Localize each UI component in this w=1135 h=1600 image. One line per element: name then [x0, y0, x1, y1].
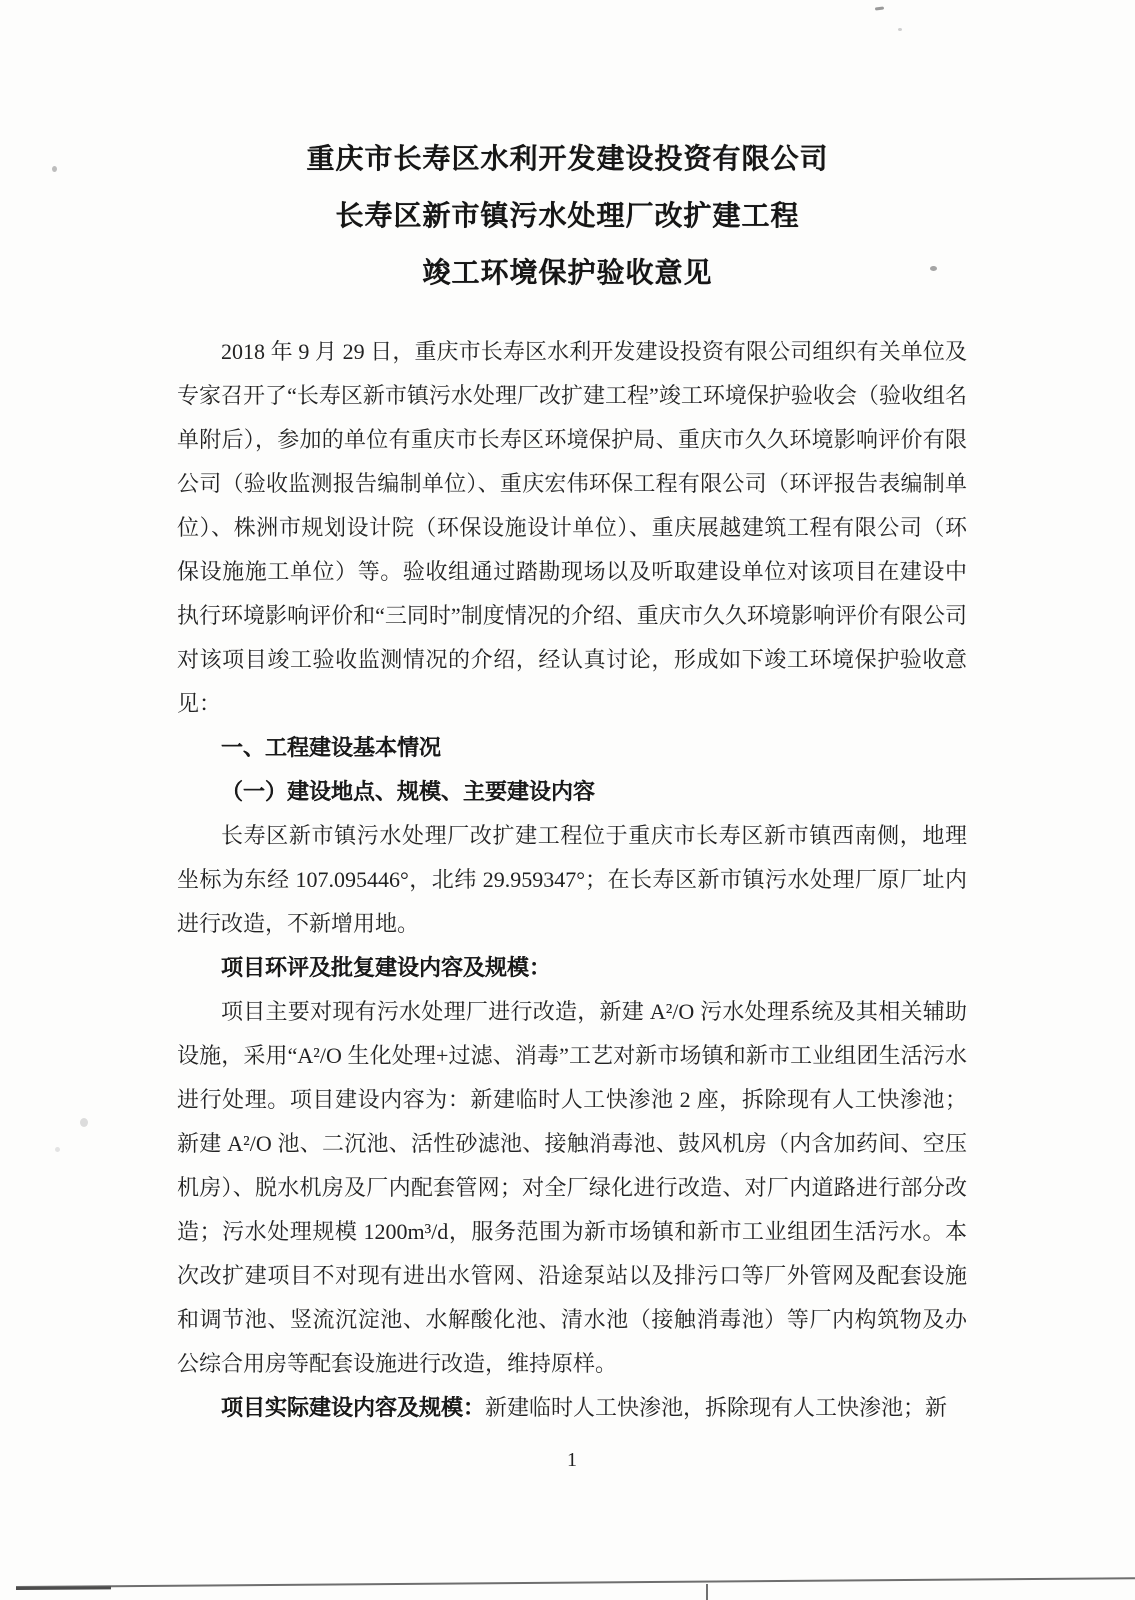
actual-scope-text: 新建临时人工快渗池，拆除现有人工快渗池；新: [485, 1395, 948, 1420]
document-body: [177, 330, 967, 1430]
paper-speck: [55, 1147, 60, 1152]
scan-edge-line: [16, 1577, 1135, 1588]
section-1-1-heading: （一）建设地点、规模、主要建设内容: [221, 779, 596, 804]
title-line-project: 长寿区新市镇污水处理厂改扩建工程: [335, 201, 800, 232]
document-title-block: [0, 131, 1135, 302]
section-1-heading: 一、工程建设基本情况: [221, 735, 442, 760]
paper-speck: [52, 166, 57, 172]
paper-speck: [898, 28, 902, 31]
eia-scope-paragraph: 项目主要对现有污水处理厂进行改造，新建 A²/O 污水处理系统及其相关辅助设施，采用“A²/O 生化处理+过滤、消毒”工艺对新市场镇和新市工业组团生活污水进行处理。项目建设内容为：新建临时人工快渗池 2 座，拆除现有人工快渗池；新建 A²/O 池、二沉池、活性砂滤池、接触消毒池、鼓风机房（内含加药间、空压机房）、脱水机房及厂内配套管网；对全厂绿化进行改造、对厂内道路进行部分改造；污水处理规模 1200m³/d，服务范围为新市场镇和新市工业组团生活污水。本次改扩建项目不对现有进出水管网、沿途泵站以及排污口等厂外管网及配套设施和调节池、竖流沉淀池、水解酸化池、清水池（接触消毒池）等厂内构筑物及办公综合用房等配套设施进行改造，维持原样。: [177, 999, 967, 1376]
paper-speck: [80, 1118, 88, 1127]
paper-speck: [930, 266, 937, 271]
intro-paragraph: 2018 年 9 月 29 日，重庆市长寿区水利开发建设投资有限公司组织有关单位及专家召开了“长寿区新市镇污水处理厂改扩建工程”竣工环境保护验收会（验收组名单附后），参加的单位有重庆市长寿区环境保护局、重庆市久久环境影响评价有限公司（验收监测报告编制单位）、重庆宏伟环保工程有限公司（环评报告表编制单位）、株洲市规划设计院（环保设施设计单位）、重庆展越建筑工程有限公司（环保设施施工单位）等。验收组通过踏勘现场以及听取建设单位对该项目在建设中执行环境影响评价和“三同时”制度情况的介绍、重庆市久久环境影响评价有限公司对该项目竣工验收监测情况的介绍，经认真讨论，形成如下竣工环境保护验收意见：: [177, 339, 967, 716]
actual-scope-lead: 项目实际建设内容及规模：: [221, 1395, 486, 1420]
actual-scope-paragraph: [177, 1386, 967, 1430]
title-line-company: 重庆市长寿区水利开发建设投资有限公司: [306, 144, 829, 175]
scan-edge-line-left-segment: [16, 1586, 111, 1590]
eia-scope-heading: 项目环评及批复建设内容及规模：: [221, 955, 552, 980]
title-line-doc-type: 竣工环境保护验收意见: [422, 258, 713, 289]
paper-speck: [875, 6, 884, 10]
page-number: 1: [567, 1449, 577, 1471]
scan-edge-vertical-tick: [706, 1584, 708, 1600]
location-paragraph: 长寿区新市镇污水处理厂改扩建工程位于重庆市长寿区新市镇西南侧，地理坐标为东经 107.095446°，北纬 29.959347°；在长寿区新市镇污水处理厂原厂址内进行改造，不新增用地。: [177, 823, 967, 936]
